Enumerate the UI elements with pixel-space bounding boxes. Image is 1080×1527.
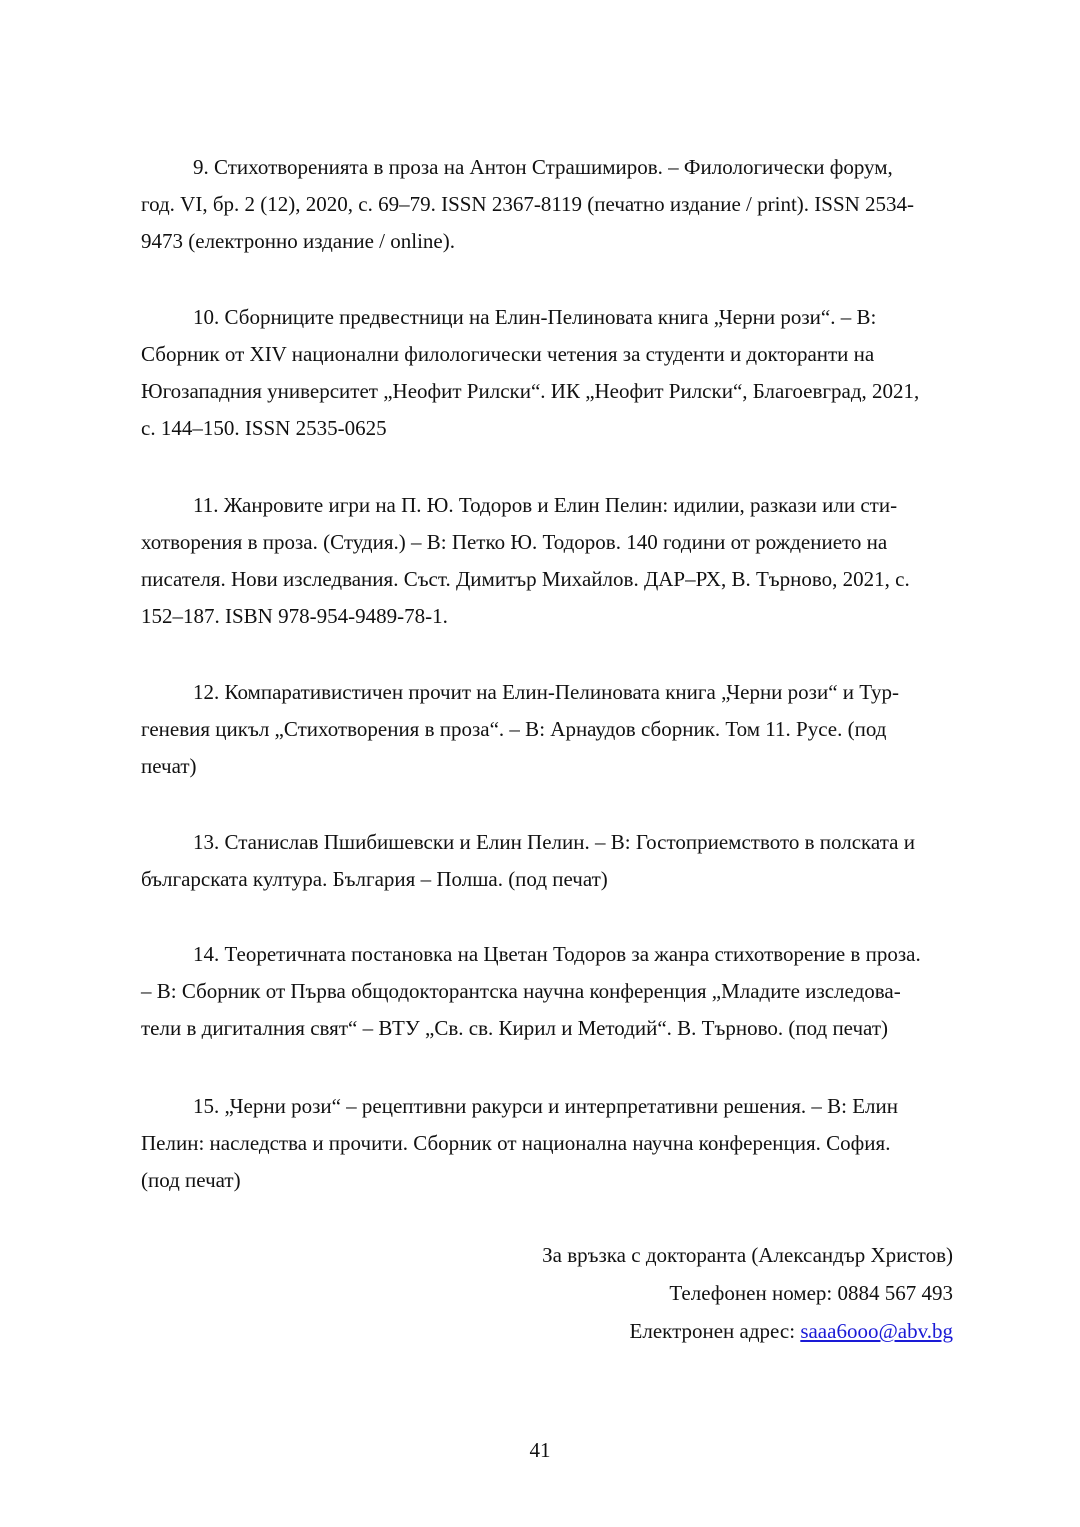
entry-line: българската култура. България – Полша. (под печат) bbox=[141, 867, 608, 891]
entry-line: – В: Сборник от Първа общодокторантска научна конференция „Младите изследова- bbox=[141, 979, 901, 1003]
entry-line: печат) bbox=[141, 754, 197, 778]
contact-block bbox=[141, 1242, 953, 1342]
entry-line: 10. Сборниците предвестници на Елин-Пелиновата книга „Черни рози“. – В: bbox=[193, 305, 877, 329]
page-number: 41 bbox=[529, 1438, 551, 1462]
entry-line: 12. Компаративистичен прочит на Елин-Пелиновата книга „Черни рози“ и Тур- bbox=[193, 680, 900, 704]
entry-line: Сборник от XIV национални филологически четения за студенти и докторанти на bbox=[141, 342, 875, 366]
entry-line: 11. Жанровите игри на П. Ю. Тодоров и Елин Пелин: идилии, разкази или сти- bbox=[193, 493, 898, 517]
contact-email-row bbox=[630, 1318, 953, 1344]
entry-line: 13. Станислав Пшибишевски и Елин Пелин. – В: Гостоприемството в полската и bbox=[193, 830, 915, 854]
entry-line: 14. Теоретичната постановка на Цветан Тодоров за жанра стихотворение в проза. bbox=[193, 942, 921, 966]
contact-heading: За връзка с докторанта (Александър Христов) bbox=[542, 1243, 953, 1267]
contact-phone: Телефонен номер: 0884 567 493 bbox=[669, 1281, 953, 1305]
contact-email-label: Електронен адрес: bbox=[629, 1319, 801, 1343]
entry-line: тели в дигиталния свят“ – ВТУ „Св. св. Кирил и Методий“. В. Търново. (под печат) bbox=[141, 1016, 888, 1040]
entry-line: писателя. Нови изследвания. Съст. Димитър Михайлов. ДАР–РХ, В. Търново, 2021, с. bbox=[141, 567, 910, 591]
entry-line: (под печат) bbox=[141, 1168, 241, 1192]
entry-line: геневия цикъл „Стихотворения в проза“. – В: Арнаудов сборник. Том 11. Русе. (под bbox=[141, 717, 887, 741]
entry-line: 152–187. ISBN 978-954-9489-78-1. bbox=[141, 604, 448, 628]
entry-line: 9. Стихотворенията в проза на Антон Страшимиров. – Филологически форум, bbox=[193, 155, 893, 179]
entry-line: Югозападния университет „Неофит Рилски“. ИК „Неофит Рилски“, Благоевград, 2021, bbox=[141, 379, 920, 403]
entry-line: 9473 (електронно издание / online). bbox=[141, 229, 455, 253]
entry-line: 15. „Черни рози“ – рецептивни ракурси и интерпретативни решения. – В: Елин bbox=[193, 1094, 898, 1118]
entry-line: Пелин: наследства и прочити. Сборник от национална научна конференция. София. bbox=[141, 1131, 891, 1155]
entry-line: с. 144–150. ISSN 2535-0625 bbox=[141, 416, 387, 440]
contact-email-link[interactable]: saaa6ooo@abv.bg bbox=[800, 1319, 953, 1343]
entry-line: хотворения в проза. (Студия.) – В: Петко Ю. Тодоров. 140 години от рождението на bbox=[141, 530, 888, 554]
entry-line: год. VI, бр. 2 (12), 2020, с. 69–79. ISSN 2367-8119 (печатно издание / print). ISSN 2534- bbox=[141, 192, 915, 216]
